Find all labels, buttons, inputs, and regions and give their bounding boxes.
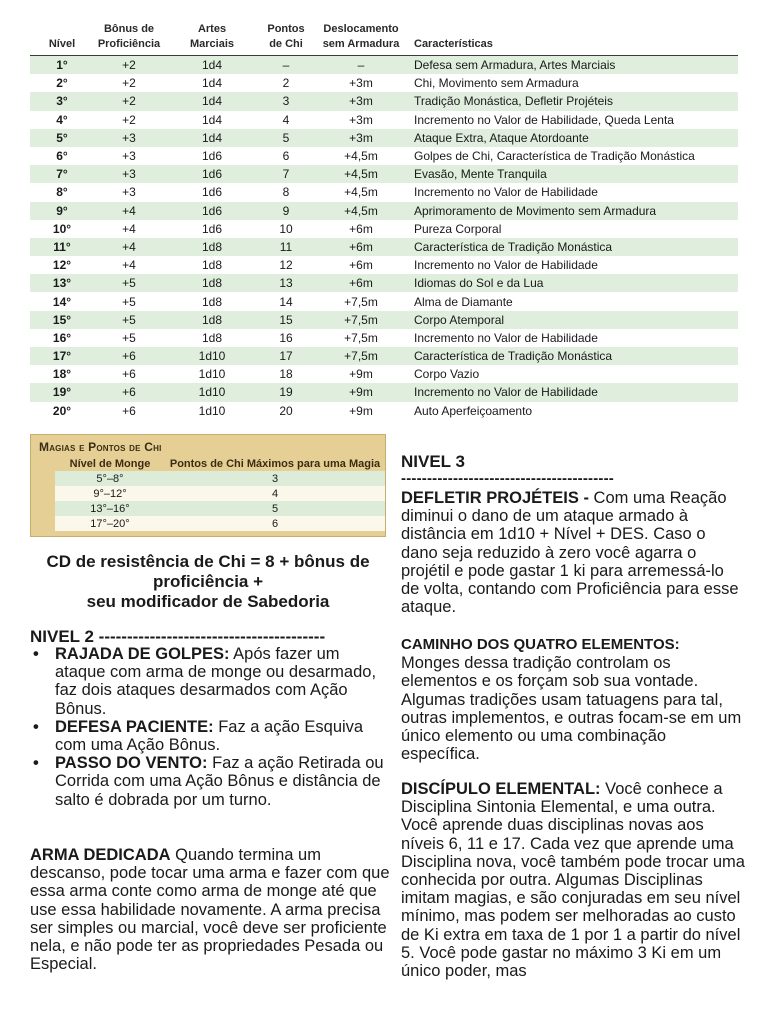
cell-martial-arts: 1d8 <box>201 258 223 273</box>
cell-chi-points: 10 <box>279 221 293 236</box>
table-row <box>30 111 738 129</box>
cell-monk-level: 13°–16° <box>55 501 165 516</box>
cell-chi-points: 2 <box>282 76 290 91</box>
cell-proficiency: +3 <box>122 149 136 164</box>
table-row <box>30 256 738 274</box>
cell-features: Pureza Corporal <box>414 221 502 236</box>
cell-max-chi: 4 <box>165 486 385 501</box>
table-row <box>30 274 738 292</box>
cell-martial-arts: 1d6 <box>164 202 260 220</box>
feature-patient-defense <box>30 718 390 754</box>
cell-monk-level: 5°–8° <box>55 471 165 486</box>
table-row <box>30 165 738 183</box>
cell-features: Incremento no Valor de Habilidade <box>414 185 598 200</box>
feature-term: PASSO DO VENTO: <box>55 754 208 773</box>
table-row <box>30 329 738 347</box>
cell-martial-arts: 1d6 <box>164 165 260 183</box>
table-body <box>30 56 738 420</box>
cell-chi-points: 8 <box>282 185 290 200</box>
formula-line: CD de resistência de Chi = 8 + bônus de <box>46 552 370 571</box>
cell-proficiency: +5 <box>122 294 136 309</box>
cell-movement: +4,5m <box>312 165 410 183</box>
cell-chi-points: 12 <box>279 258 293 273</box>
cell-features: Ataque Extra, Ataque Atordoante <box>410 129 738 147</box>
cell-chi-points: 4 <box>282 112 290 127</box>
cell-level: 17° <box>30 347 94 365</box>
table-row <box>30 56 738 75</box>
cell-martial-arts: 1d10 <box>164 347 260 365</box>
cell-martial-arts: 1d10 <box>164 383 260 401</box>
cell-martial-arts: 1d8 <box>164 311 260 329</box>
cell-proficiency: +3 <box>94 165 164 183</box>
cell-chi-points: 16 <box>279 330 293 345</box>
table-row <box>55 486 385 501</box>
cell-chi-points: 17 <box>260 347 312 365</box>
level-3-heading: NIVEL 3 <box>401 452 465 471</box>
feature-way-of-four-elements <box>401 636 746 763</box>
cell-martial-arts: 1d4 <box>164 92 260 110</box>
table-row <box>30 92 738 110</box>
formula-line: seu modificador de Sabedoria <box>86 592 330 611</box>
cell-proficiency: +6 <box>122 367 136 382</box>
table-row <box>55 501 385 516</box>
max-chi-header: Pontos de Chi Máximos para uma Magia <box>169 457 381 470</box>
feature-term: DISCÍPULO ELEMENTAL: <box>401 780 601 798</box>
cell-movement: +7,5m <box>344 330 378 345</box>
cell-chi-points: 5 <box>260 129 312 147</box>
cell-movement: +7,5m <box>312 311 410 329</box>
header-chi-points: Pontos de Chi <box>260 22 312 56</box>
spells-chi-box <box>30 434 386 537</box>
cell-level: 6° <box>56 149 68 164</box>
cell-movement: +6m <box>312 238 410 256</box>
cell-movement: +3m <box>312 129 410 147</box>
feature-text: Monges dessa tradição controlam os elementos e os forçam sob sua vontade. Algumas tradições usam tatuagens para tal, outras implementos, e outras focam-se em um único elemento ou uma combinação específica. <box>401 654 742 764</box>
cell-movement: +7,5m <box>312 347 410 365</box>
cell-level: 13° <box>30 274 94 292</box>
cell-movement: +6m <box>349 221 373 236</box>
header-unarmored-movement: Deslocamento sem Armadura <box>312 22 410 56</box>
cell-features: Tradição Monástica, Defletir Projéteis <box>410 92 738 110</box>
cell-movement: +4,5m <box>344 185 378 200</box>
cell-martial-arts: 1d10 <box>198 367 226 382</box>
feature-deflect-missiles <box>401 489 746 616</box>
cell-level: 18° <box>52 367 72 382</box>
cell-movement: +9m <box>349 403 373 418</box>
cell-features: Idiomas do Sol e da Lua <box>410 274 738 292</box>
feature-text: Você conhece a Disciplina Sintonia Elemental, e uma outra. Você aprende duas disciplinas novas aos níveis 6, 11 e 17. Cada vez que aprende uma Disciplina nova, você também pode trocar uma conhecida por outra. Algumas Disciplinas imitam magias, e são conjuradas em seu nível mínimo, mas podem ser melhoradas ao custo de Ki extra em taxa de 1 por 1 a partir do nível 5. Você pode gastar no máximo 3 Ki em um único poder, mas <box>401 780 745 981</box>
cell-movement: +3m <box>312 92 410 110</box>
cell-features: Aprimoramento de Movimento sem Armadura <box>410 202 738 220</box>
feature-term: ARMA DEDICADA <box>30 846 171 864</box>
cell-level: 16° <box>52 330 72 345</box>
cell-movement: +4,5m <box>312 202 410 220</box>
feature-text: Com uma Reação diminui o dano de um ataque armado à distância em 1d10 + Nível + DES. Caso o dano seja reduzido à zero você agarra o projétil e pode gastar 1 ki para arremessá-lo de volta, contando com Proficiência para esse ataque. <box>401 489 739 617</box>
cell-level: 20° <box>52 403 72 418</box>
cell-martial-arts: 1d8 <box>201 294 223 309</box>
cell-martial-arts: 1d4 <box>201 76 223 91</box>
table-row <box>55 471 385 486</box>
table-row <box>30 383 738 401</box>
table-row <box>30 220 738 238</box>
table-header-row <box>30 22 738 56</box>
feature-text: Faz a ação Retirada ou Corrida com uma Ação Bônus e distância de salto é dobrada por um turno. <box>55 754 384 809</box>
feature-disciple-of-elements <box>401 780 746 980</box>
cell-level: 10° <box>52 221 72 236</box>
cell-chi-points: 20 <box>279 403 293 418</box>
feature-step-of-the-wind <box>30 754 390 809</box>
cell-features: Incremento no Valor de Habilidade, Queda Lenta <box>414 112 674 127</box>
cell-proficiency: +4 <box>122 221 136 236</box>
cell-martial-arts: 1d4 <box>164 56 260 75</box>
cell-chi-points: 6 <box>282 149 290 164</box>
cell-level: 8° <box>56 185 68 200</box>
cell-proficiency: +6 <box>94 383 164 401</box>
cell-martial-arts: 1d4 <box>201 112 223 127</box>
cell-chi-points: 13 <box>260 274 312 292</box>
feature-flurry-of-blows <box>30 645 390 718</box>
cell-movement: +3m <box>349 112 373 127</box>
cell-proficiency: +4 <box>94 238 164 256</box>
cell-proficiency: +3 <box>94 129 164 147</box>
cell-martial-arts: 1d8 <box>164 274 260 292</box>
header-martial-arts: Artes Marciais <box>164 22 260 56</box>
cell-chi-points: 14 <box>279 294 293 309</box>
feature-text: Após fazer um ataque com arma de monge ou desarmado, faz dois ataques desarmados com Ação Bônus. <box>55 645 377 718</box>
cell-features: Chi, Movimento sem Armadura <box>414 76 579 91</box>
cell-features: Defesa sem Armadura, Artes Marciais <box>410 56 738 75</box>
feature-term: DEFESA PACIENTE: <box>55 717 214 736</box>
feature-text: Faz a ação Esquiva com uma Ação Bônus. <box>55 717 364 755</box>
cell-proficiency: +5 <box>94 274 164 292</box>
cell-proficiency: +2 <box>122 76 136 91</box>
cell-movement: +6m <box>349 258 373 273</box>
spells-chi-table <box>55 456 385 531</box>
cell-chi-points: 3 <box>260 92 312 110</box>
cell-proficiency: +3 <box>122 185 136 200</box>
cell-chi-points: 18 <box>279 367 293 382</box>
header-features: Características <box>410 22 738 56</box>
cell-monk-level: 9°–12° <box>55 486 165 501</box>
cell-proficiency: +6 <box>94 347 164 365</box>
cell-chi-points: 7 <box>260 165 312 183</box>
cell-features: Auto Aperfeiçoamento <box>414 403 533 418</box>
cell-features: Golpes de Chi, Característica de Tradição Monástica <box>414 149 695 164</box>
cell-max-chi: 3 <box>165 471 385 486</box>
cell-features: Alma de Diamante <box>414 294 513 309</box>
cell-martial-arts: 1d4 <box>164 129 260 147</box>
table-row <box>30 147 738 165</box>
cell-level: 1° <box>30 56 94 75</box>
feature-term: CAMINHO DOS QUATRO ELEMENTOS: <box>401 636 680 653</box>
cell-chi-points: – <box>260 56 312 75</box>
cell-movement: +3m <box>349 76 373 91</box>
feature-term: DEFLETIR PROJÉTEIS - <box>401 489 589 507</box>
cell-features: Incremento no Valor de Habilidade <box>414 258 598 273</box>
table-row <box>30 347 738 365</box>
cell-martial-arts: 1d6 <box>201 185 223 200</box>
level-2-features <box>30 645 390 809</box>
cell-martial-arts: 1d10 <box>198 403 226 418</box>
cell-martial-arts: 1d8 <box>164 238 260 256</box>
chi-save-dc-formula <box>30 552 386 612</box>
cell-movement: +6m <box>312 274 410 292</box>
table-row <box>30 74 738 92</box>
cell-level: 9° <box>30 202 94 220</box>
cell-level: 5° <box>30 129 94 147</box>
table-row <box>30 292 738 310</box>
cell-martial-arts: 1d6 <box>201 149 223 164</box>
cell-proficiency: +5 <box>122 330 136 345</box>
cell-movement: +9m <box>349 367 373 382</box>
cell-max-chi: 6 <box>165 516 385 531</box>
header-proficiency: Bônus de Proficiência <box>94 22 164 56</box>
cell-proficiency: +2 <box>94 56 164 75</box>
cell-movement: – <box>312 56 410 75</box>
cell-features: Corpo Vazio <box>414 367 480 382</box>
cell-martial-arts: 1d8 <box>201 330 223 345</box>
cell-level: 3° <box>30 92 94 110</box>
cell-movement: +9m <box>312 383 410 401</box>
level-2-heading: NIVEL 2 ---------------------------------------- <box>30 627 326 646</box>
cell-movement: +7,5m <box>344 294 378 309</box>
monk-level-header: Nível de Monge <box>69 457 151 470</box>
monk-class-table <box>30 22 738 420</box>
cell-martial-arts: 1d6 <box>201 221 223 236</box>
feature-dedicated-weapon <box>30 846 390 973</box>
cell-proficiency: +5 <box>94 311 164 329</box>
cell-level: 14° <box>52 294 72 309</box>
feature-term: RAJADA DE GOLPES: <box>55 645 230 663</box>
cell-proficiency: +6 <box>122 403 136 418</box>
table-row <box>30 183 738 201</box>
bullet-icon: • <box>33 717 39 736</box>
cell-chi-points: 19 <box>260 383 312 401</box>
cell-proficiency: +4 <box>94 202 164 220</box>
cell-max-chi: 5 <box>165 501 385 516</box>
table-row <box>30 238 738 256</box>
spells-chi-body <box>55 471 385 531</box>
level-3-divider: ----------------------------------------- <box>401 470 614 487</box>
cell-features: Evasão, Mente Tranquila <box>410 165 738 183</box>
cell-level: 2° <box>56 76 68 91</box>
cell-level: 4° <box>56 112 68 127</box>
cell-chi-points: 9 <box>260 202 312 220</box>
cell-level: 7° <box>30 165 94 183</box>
cell-level: 19° <box>30 383 94 401</box>
cell-features: Característica de Tradição Monástica <box>410 347 738 365</box>
cell-features: Característica de Tradição Monástica <box>410 238 738 256</box>
bullet-icon: • <box>33 754 39 773</box>
feature-text: Quando termina um descanso, pode tocar uma arma e fazer com que essa arma conte como arma de monge até que use essa habilidade novamente. A arma precisa ser simples ou marcial, você deve ser proficiente nela, e não pode ter as propriedades Pesada ou Especial. <box>30 846 390 974</box>
cell-chi-points: 11 <box>260 238 312 256</box>
cell-proficiency: +4 <box>122 258 136 273</box>
spells-chi-title: Magias e Pontos de Chi <box>39 440 162 454</box>
cell-movement: +4,5m <box>344 149 378 164</box>
table-row <box>30 402 738 420</box>
cell-level: 11° <box>30 238 94 256</box>
cell-level: 12° <box>52 258 72 273</box>
table-row <box>30 365 738 383</box>
cell-features: Incremento no Valor de Habilidade <box>410 383 738 401</box>
cell-features: Incremento no Valor de Habilidade <box>414 330 598 345</box>
cell-proficiency: +2 <box>94 92 164 110</box>
table-row <box>30 202 738 220</box>
cell-monk-level: 17°–20° <box>55 516 165 531</box>
cell-chi-points: 15 <box>260 311 312 329</box>
spells-chi-header-row <box>55 456 385 471</box>
table-row <box>30 129 738 147</box>
table-row <box>30 311 738 329</box>
table-row <box>55 516 385 531</box>
formula-line: proficiência + <box>152 572 264 591</box>
header-level: Nível <box>30 22 94 56</box>
bullet-icon: • <box>33 645 39 663</box>
cell-proficiency: +2 <box>122 112 136 127</box>
cell-features: Corpo Atemporal <box>410 311 738 329</box>
cell-level: 15° <box>30 311 94 329</box>
